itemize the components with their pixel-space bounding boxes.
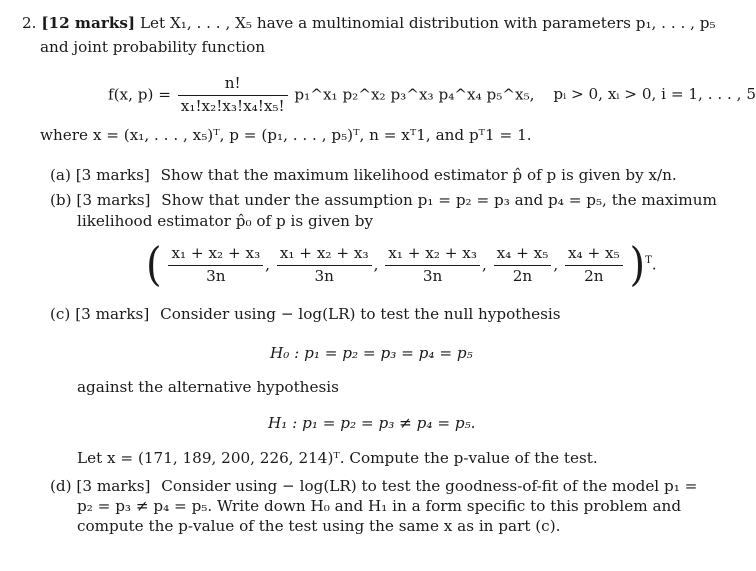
data-line: Let x = (171, 189, 200, 226, 214)ᵀ. Compute the p-value of the test. xyxy=(77,449,598,467)
problem-marks: [12 marks] xyxy=(41,14,136,32)
part-b-text-line2: likelihood estimator p̂₀ of p is given by xyxy=(77,212,374,230)
vector-entry-5: $\frac{\text{x₄ + x₅}}{2n}$ xyxy=(565,244,623,287)
pmf-powers: p₁^x₁ p₂^x₂ p₃^x₃ p₄^x₄ p₅^x₅, xyxy=(294,85,535,104)
problem-intro-line2: and joint probability function xyxy=(40,38,266,56)
pmf-equation xyxy=(108,74,756,117)
pmf-numerator: n! xyxy=(224,74,241,92)
problem-header xyxy=(22,14,716,34)
part-a-marks: [3 marks] xyxy=(75,166,150,184)
part-d-text-line2: p₂ = p₃ ≠ p₄ = p₅. Write down H₀ and H₁ in a form specific to this problem and xyxy=(77,497,682,515)
vector-entry-2: $\frac{\text{x₁ + x₂ + x₃}}{3n}$ xyxy=(277,244,372,287)
vector-entry-4: $\frac{\text{x₄ + x₅}}{2n}$ xyxy=(494,244,552,287)
part-a-label: (a) xyxy=(50,166,71,184)
vector-entry-3: $\frac{\text{x₁ + x₂ + x₃}}{3n}$ xyxy=(385,244,480,287)
alternative-hypothesis: H₁ : p₁ = p₂ = p₃ ≠ p₄ = p₅. xyxy=(268,414,476,432)
against-line: against the alternative hypothesis xyxy=(77,378,339,396)
part-c-label: (c) xyxy=(50,305,71,323)
part-a-text: Show that the maximum likelihood estimator p̂ of p is given by x/n. xyxy=(160,166,677,184)
right-paren: ) xyxy=(629,238,646,292)
part-b xyxy=(50,191,717,211)
where-line: where x = (x₁, . . . , x₅)ᵀ, p = (p₁, . . . , p₅)ᵀ, n = xᵀ1, and pᵀ1 = 1. xyxy=(40,126,532,144)
part-b-text-line1: Show that under the assumption p₁ = p₂ = p₃ and p₄ = p₅, the maximum xyxy=(161,191,717,209)
part-d xyxy=(50,477,697,497)
estimator-vector: ( $\frac{\text{x₁ + x₂ + x₃}}{3n}$ , $\frac{\text{x₁ + x₂ + x₃}}{3n}$ , $\frac{\text{x₁ + x₂ + x₃}}{3n}$ , $\frac{\text{x₄ + x₅}}{2n}$ , $\frac{\text{x₄ + x₅}}{2n}$ )$^T$. xyxy=(146,238,657,292)
part-c-marks: [3 marks] xyxy=(75,305,150,323)
part-d-text-line3: compute the p-value of the test using the same x as in part (c). xyxy=(77,517,561,535)
part-d-label: (d) xyxy=(50,477,72,495)
left-paren: ( xyxy=(146,238,162,292)
pmf-lhs: f(x, p) = xyxy=(108,85,171,104)
transpose-sup: T xyxy=(645,255,652,267)
problem-number: 2. xyxy=(22,14,37,32)
pmf-conditions: pᵢ > 0, xᵢ > 0, i = 1, . . . , 5 xyxy=(553,85,756,104)
pmf-fraction xyxy=(178,74,288,117)
part-d-marks: [3 marks] xyxy=(76,477,151,495)
part-a xyxy=(50,166,677,186)
part-d-text-line1: Consider using − log(LR) to test the goodness-of-fit of the model p₁ = xyxy=(161,477,698,495)
part-c-text: Consider using − log(LR) to test the null hypothesis xyxy=(160,305,561,323)
part-b-label: (b) xyxy=(50,191,72,209)
problem-intro-line1: Let X₁, . . . , X₅ have a multinomial distribution with parameters p₁, . . . , p₅ xyxy=(139,14,716,32)
null-hypothesis: H₀ : p₁ = p₂ = p₃ = p₄ = p₅ xyxy=(270,344,473,362)
vector-period: . xyxy=(651,255,657,274)
part-b-marks: [3 marks] xyxy=(76,191,151,209)
pmf-denominator: x₁!x₂!x₃!x₄!x₅! xyxy=(178,95,288,117)
part-c xyxy=(50,305,561,325)
vector-entry-1: $\frac{\text{x₁ + x₂ + x₃}}{3n}$ xyxy=(168,244,263,287)
